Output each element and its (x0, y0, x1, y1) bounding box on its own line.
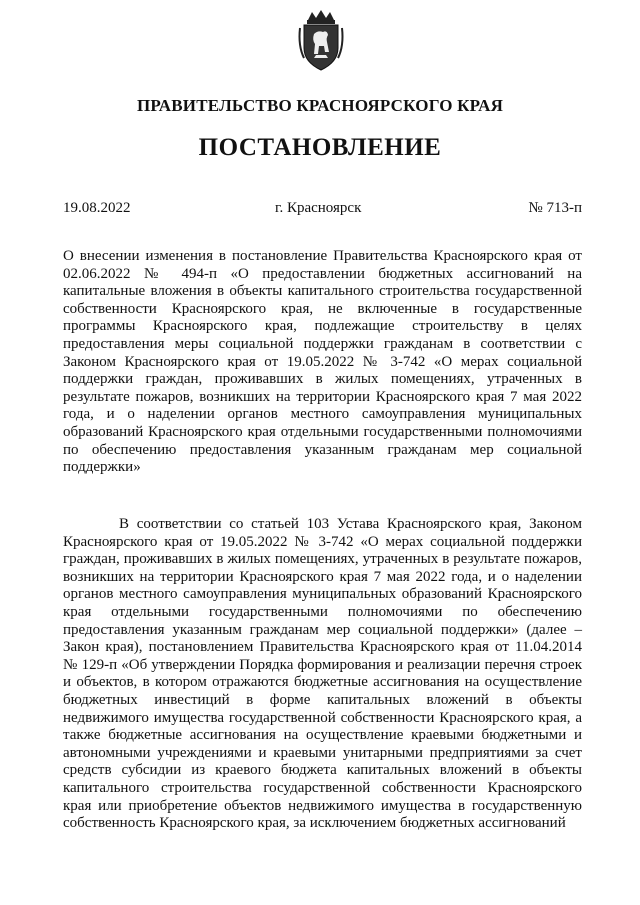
document-subject: О внесении изменения в постановление Правительства Красноярского края от 02.06.2022 № 494-п «О предоставлении бюджетных ассигнований на капитальные вложения в объекты капитального строительства государственной собственности Красноярского края, не включенные в государственные программы Красноярского края, подлежащие строительству в целях предоставления меры социальной поддержки гражданам в соответствии с Законом Красноярского края от 19.05.2022 № 3-742 «О мерах социальной поддержки граждан, проживавших в жилых помещениях, утраченных в результате пожаров, возникших на территории Красноярского края 7 мая 2022 года, и о наделении органов местного самоуправления муниципальных образований Красноярского края отдельными государственными полномочиями по обеспечению предоставления указанным гражданам мер социальной поддержки» (63, 248, 582, 476)
document-body-paragraph: В соответствии со статьей 103 Устава Красноярского края, Законом Красноярского края от 19.05.2022 № 3-742 «О мерах социальной поддержки граждан, проживавших в жилых помещениях, утраченных в результате пожаров, возникших на территории Красноярского края 7 мая 2022 года, и о наделении органов местного самоуправления муниципальных образований Красноярского края отдельными государственными полномочиями по обеспечению предоставления указанным гражданам мер социальной поддержки» (далее – Закон края), постановлением Правительства Красноярского края от 11.04.2014 № 129-п «Об утверждении Порядка формирования и реализации перечня строек и объектов, в котором отражаются бюджетные ассигнования на осуществление бюджетных инвестиций в форме капитальных вложений в объекты недвижимого имущества государственной собственности Красноярского края, а также бюджетные ассигнования на осуществление краевыми бюджетными и автономными учреждениями и краевыми унитарными предприятиями за счет средств субсидии из краевого бюджета капитальных вложений в объекты капитального строительства государственной собственности Красноярского края или приобретение объектов недвижимого имущества в государственную собственность Красноярского края, за исключением бюджетных ассигнований (63, 516, 582, 832)
document-date: 19.08.2022 (63, 200, 131, 216)
krasnoyarsk-krai-coat-of-arms-icon (296, 8, 346, 72)
document-city: г. Красноярск (275, 200, 362, 216)
document-type-title: ПОСТАНОВЛЕНИЕ (198, 134, 442, 161)
government-name: ПРАВИТЕЛЬСТВО КРАСНОЯРСКОГО КРАЯ (136, 96, 504, 115)
document-number: № 713-п (528, 200, 582, 216)
